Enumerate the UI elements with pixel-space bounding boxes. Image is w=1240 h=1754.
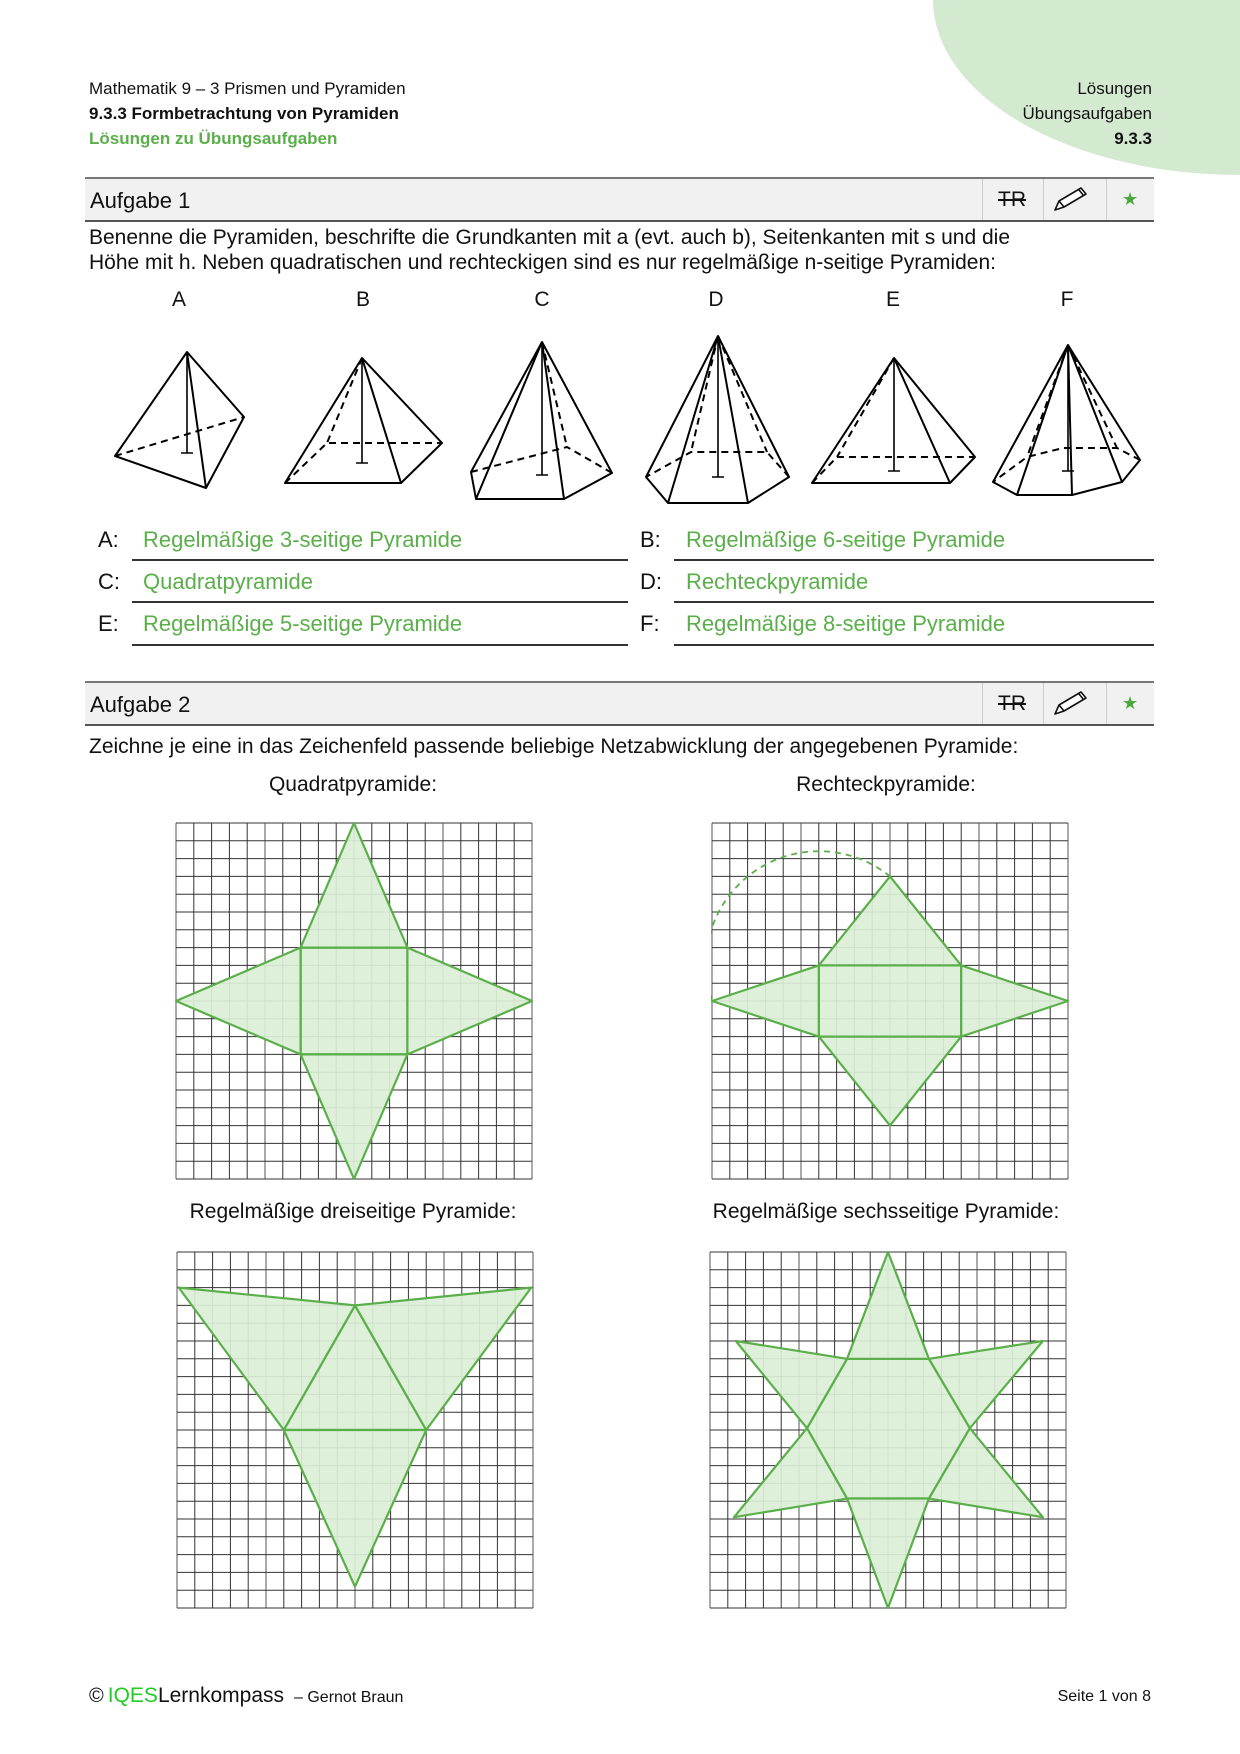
instruction-line: Höhe mit h. Neben quadratischen und rechteckigen sind es nur regelmäßige n-seitige Pyramiden:	[89, 251, 996, 274]
answer-e[interactable]: Regelmäßige 5-seitige Pyramide	[143, 611, 463, 636]
net-face	[819, 876, 961, 965]
pyramid-c	[471, 342, 612, 499]
net-grid-triangle[interactable]	[176, 1251, 534, 1609]
pyramid-a	[115, 352, 244, 488]
figure-label-c: C	[534, 288, 550, 311]
answer-line	[674, 559, 1154, 561]
answer-c[interactable]: Quadratpyramide	[143, 569, 313, 594]
net-grid-rectangle[interactable]	[711, 822, 1069, 1180]
answer-line	[674, 601, 1154, 603]
figure-label-a: A	[171, 288, 187, 311]
subtitle: Lösungen zu Übungsaufgaben	[89, 129, 338, 148]
header-right-line1: Lösungen	[1077, 79, 1152, 98]
task1-title: Aufgabe 1	[90, 188, 191, 213]
answer-b[interactable]: Regelmäßige 6-seitige Pyramide	[686, 527, 1006, 552]
net-face	[407, 948, 532, 1055]
figure-label-b: B	[355, 288, 371, 311]
figure-label-f: F	[1060, 288, 1074, 311]
instruction-line: Benenne die Pyramiden, beschrifte die Grundkanten mit a (evt. auch b), Seitenkanten mit s und die	[89, 226, 1011, 249]
answer-a[interactable]: Regelmäßige 3-seitige Pyramide	[143, 527, 463, 552]
net-face	[176, 948, 301, 1055]
answer-letter-b: B:	[640, 527, 661, 552]
copyright-icon: ©	[89, 1685, 104, 1707]
pencil-icon	[1051, 689, 1089, 717]
pyramid-figures	[0, 0, 1240, 520]
net-face	[301, 1054, 408, 1179]
pyramid-e	[812, 358, 975, 483]
net-grid-hexagon[interactable]	[709, 1251, 1067, 1609]
header-right-line2: Übungsaufgaben	[1022, 104, 1152, 123]
net-face	[301, 823, 408, 948]
task2-header	[85, 681, 1154, 726]
brand-lernkompass: Lernkompass	[157, 1684, 284, 1707]
net-face	[847, 1499, 929, 1608]
caption-rectangle-pyramid: Rechteckpyramide:	[796, 773, 976, 796]
course-title: Mathematik 9 – 3 Prismen und Pyramiden	[89, 79, 406, 98]
answer-f[interactable]: Regelmäßige 8-seitige Pyramide	[686, 611, 1006, 636]
net-face	[284, 1430, 426, 1587]
author: – Gernot Braun	[294, 1689, 404, 1706]
topic-title: 9.3.3 Formbetrachtung von Pyramiden	[89, 104, 399, 123]
net-face	[819, 1037, 961, 1126]
net-grid-square[interactable]	[175, 822, 533, 1180]
caption-square-pyramid: Quadratpyramide:	[268, 773, 438, 796]
answer-letter-e: E:	[98, 611, 119, 636]
caption-hexagonal-pyramid: Regelmäßige sechsseitige Pyramide:	[712, 1200, 1060, 1223]
header-right-line3: 9.3.3	[1114, 129, 1152, 148]
net-face	[819, 965, 961, 1036]
figure-label-e: E	[885, 288, 901, 311]
page-number: Seite 1 von 8	[1057, 1688, 1151, 1705]
answer-d[interactable]: Rechteckpyramide	[686, 569, 869, 594]
figure-label-d: D	[708, 288, 724, 311]
calculator-off-icon: TR	[998, 692, 1026, 715]
net-face	[301, 948, 408, 1055]
caption-triangular-pyramid: Regelmäßige dreiseitige Pyramide:	[189, 1200, 517, 1223]
pyramid-b	[285, 358, 442, 483]
pyramid-f	[993, 345, 1140, 495]
answer-letter-d: D:	[640, 569, 662, 594]
brand-iqes: IQES	[107, 1684, 158, 1707]
star-icon: ★	[1122, 693, 1139, 713]
answer-letter-a: A:	[98, 527, 119, 552]
task2-instruction: Zeichne je eine in das Zeichenfeld passende beliebige Netzabwicklung der angegebenen Pyramide:	[89, 735, 1019, 758]
answer-letter-f: F:	[640, 611, 660, 636]
answer-line	[132, 644, 628, 646]
calculator-off-icon: TR	[998, 188, 1026, 211]
task2-title: Aufgabe 2	[90, 692, 191, 717]
answer-line	[132, 601, 628, 603]
answer-line	[674, 644, 1154, 646]
pyramid-d	[646, 336, 789, 503]
footer-brand	[89, 1684, 403, 1708]
answer-line	[132, 559, 628, 561]
star-icon: ★	[1122, 189, 1139, 209]
answer-letter-c: C:	[98, 569, 120, 594]
